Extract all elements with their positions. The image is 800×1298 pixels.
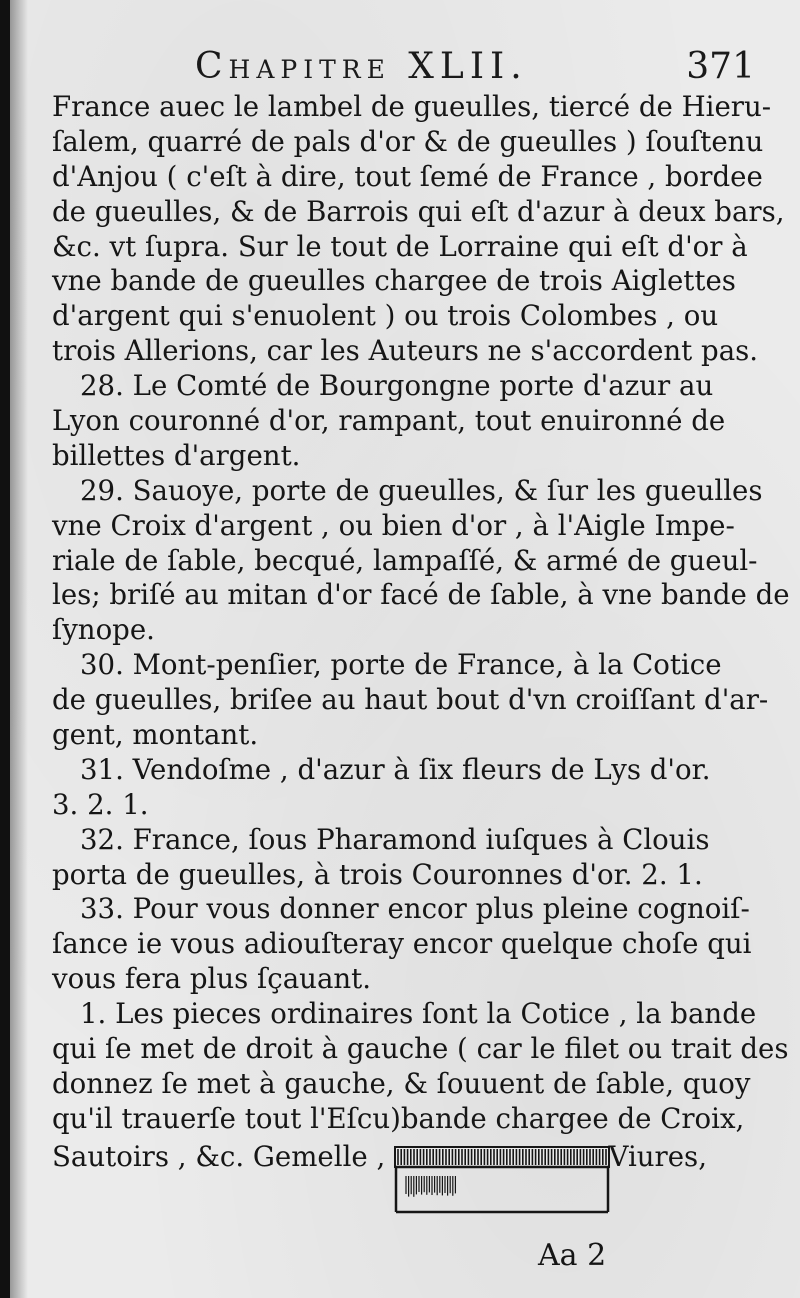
text-line: Lyon couronné d'or, rampant, tout enuironné de <box>52 404 726 438</box>
body-text <box>52 90 790 1137</box>
text-line: donnez ſe met à gauche, & ſouuent de ſable, quoy <box>52 1066 751 1100</box>
text-line: 30. Mont-penſier, porte de France, à la Cotice <box>80 648 722 682</box>
text-line: de gueulles, & de Barrois qui eſt d'azur à deux bars, <box>52 194 785 228</box>
text-line: 31. Vendoſme , d'azur à ſix fleurs de Lys d'or. <box>80 752 711 786</box>
text-line: billettes d'argent. <box>52 438 301 472</box>
text-line: 33. Pour vous donner encor plus pleine cognoiſ- <box>80 892 750 926</box>
gemelle-right-text: Viures, <box>608 1140 707 1173</box>
book-page <box>10 0 800 1298</box>
text-line: trois Allerions, car les Auteurs ne s'accordent pas. <box>52 334 759 368</box>
text-line: riale de ſable, becqué, lampaſſé, & armé de gueul- <box>52 543 758 577</box>
text-line: d'argent qui s'enuolent ) ou trois Colombes , ou <box>52 299 719 333</box>
text-line: porta de gueulles, à trois Couronnes d'or. 2. 1. <box>52 857 703 891</box>
text-line: vous fera plus ſçauant. <box>52 962 372 996</box>
text-line: France auec le lambel de gueulles, tiercé de Hieru- <box>52 90 772 123</box>
text-line: vne bande de gueulles chargee de trois Aiglettes <box>52 264 736 298</box>
page-number: 371 <box>686 46 755 87</box>
text-line: ſalem, quarré de pals d'or & de gueulles ) ſouſtenu <box>52 124 764 158</box>
text-line: ſynope. <box>52 613 155 647</box>
text-line: ſance ie vous adiouſteray encor quelque choſe qui <box>52 927 752 961</box>
text-line: &c. vt ſupra. Sur le tout de Lorraine qui eſt d'or à <box>52 229 748 263</box>
text-line: vne Croix d'argent , ou bien d'or , à l'Aigle Impe- <box>52 508 735 542</box>
text-line: qu'il trauerſe tout l'Eſcu)bande chargee de Croix, <box>52 1101 745 1135</box>
gemelle-woodcut-illustration <box>394 1146 612 1216</box>
text-line: 3. 2. 1. <box>52 787 149 821</box>
text-line: 29. Sauoye, porte de gueulles, & ſur les gueulles <box>80 473 763 507</box>
text-line: 32. France, ſous Pharamond iuſques à Clouis <box>80 822 710 856</box>
gutter-shadow <box>10 0 28 1298</box>
text-line: qui ſe met de droit à gauche ( car le filet ou trait des <box>52 1032 789 1066</box>
text-line: 1. Les pieces ordinaires ſont la Cotice , la bande <box>80 997 757 1031</box>
text-line: d'Anjou ( c'eſt à dire, tout ſemé de France , bordee <box>52 159 763 193</box>
text-line: 28. Le Comté de Bourgongne porte d'azur au <box>80 369 714 403</box>
gemelle-left-text: Sautoirs , &c. Gemelle , <box>52 1140 386 1173</box>
text-line: les; briſé au mitan d'or facé de ſable, à vne bande de <box>52 578 790 612</box>
text-line: gent, montant. <box>52 718 259 752</box>
signature-mark: Aa 2 <box>538 1238 607 1273</box>
chapter-title: Chapitre XLII. <box>195 46 528 87</box>
running-header <box>195 46 755 90</box>
text-line: de gueulles, briſee au haut bout d'vn croiſſant d'ar- <box>52 683 769 717</box>
